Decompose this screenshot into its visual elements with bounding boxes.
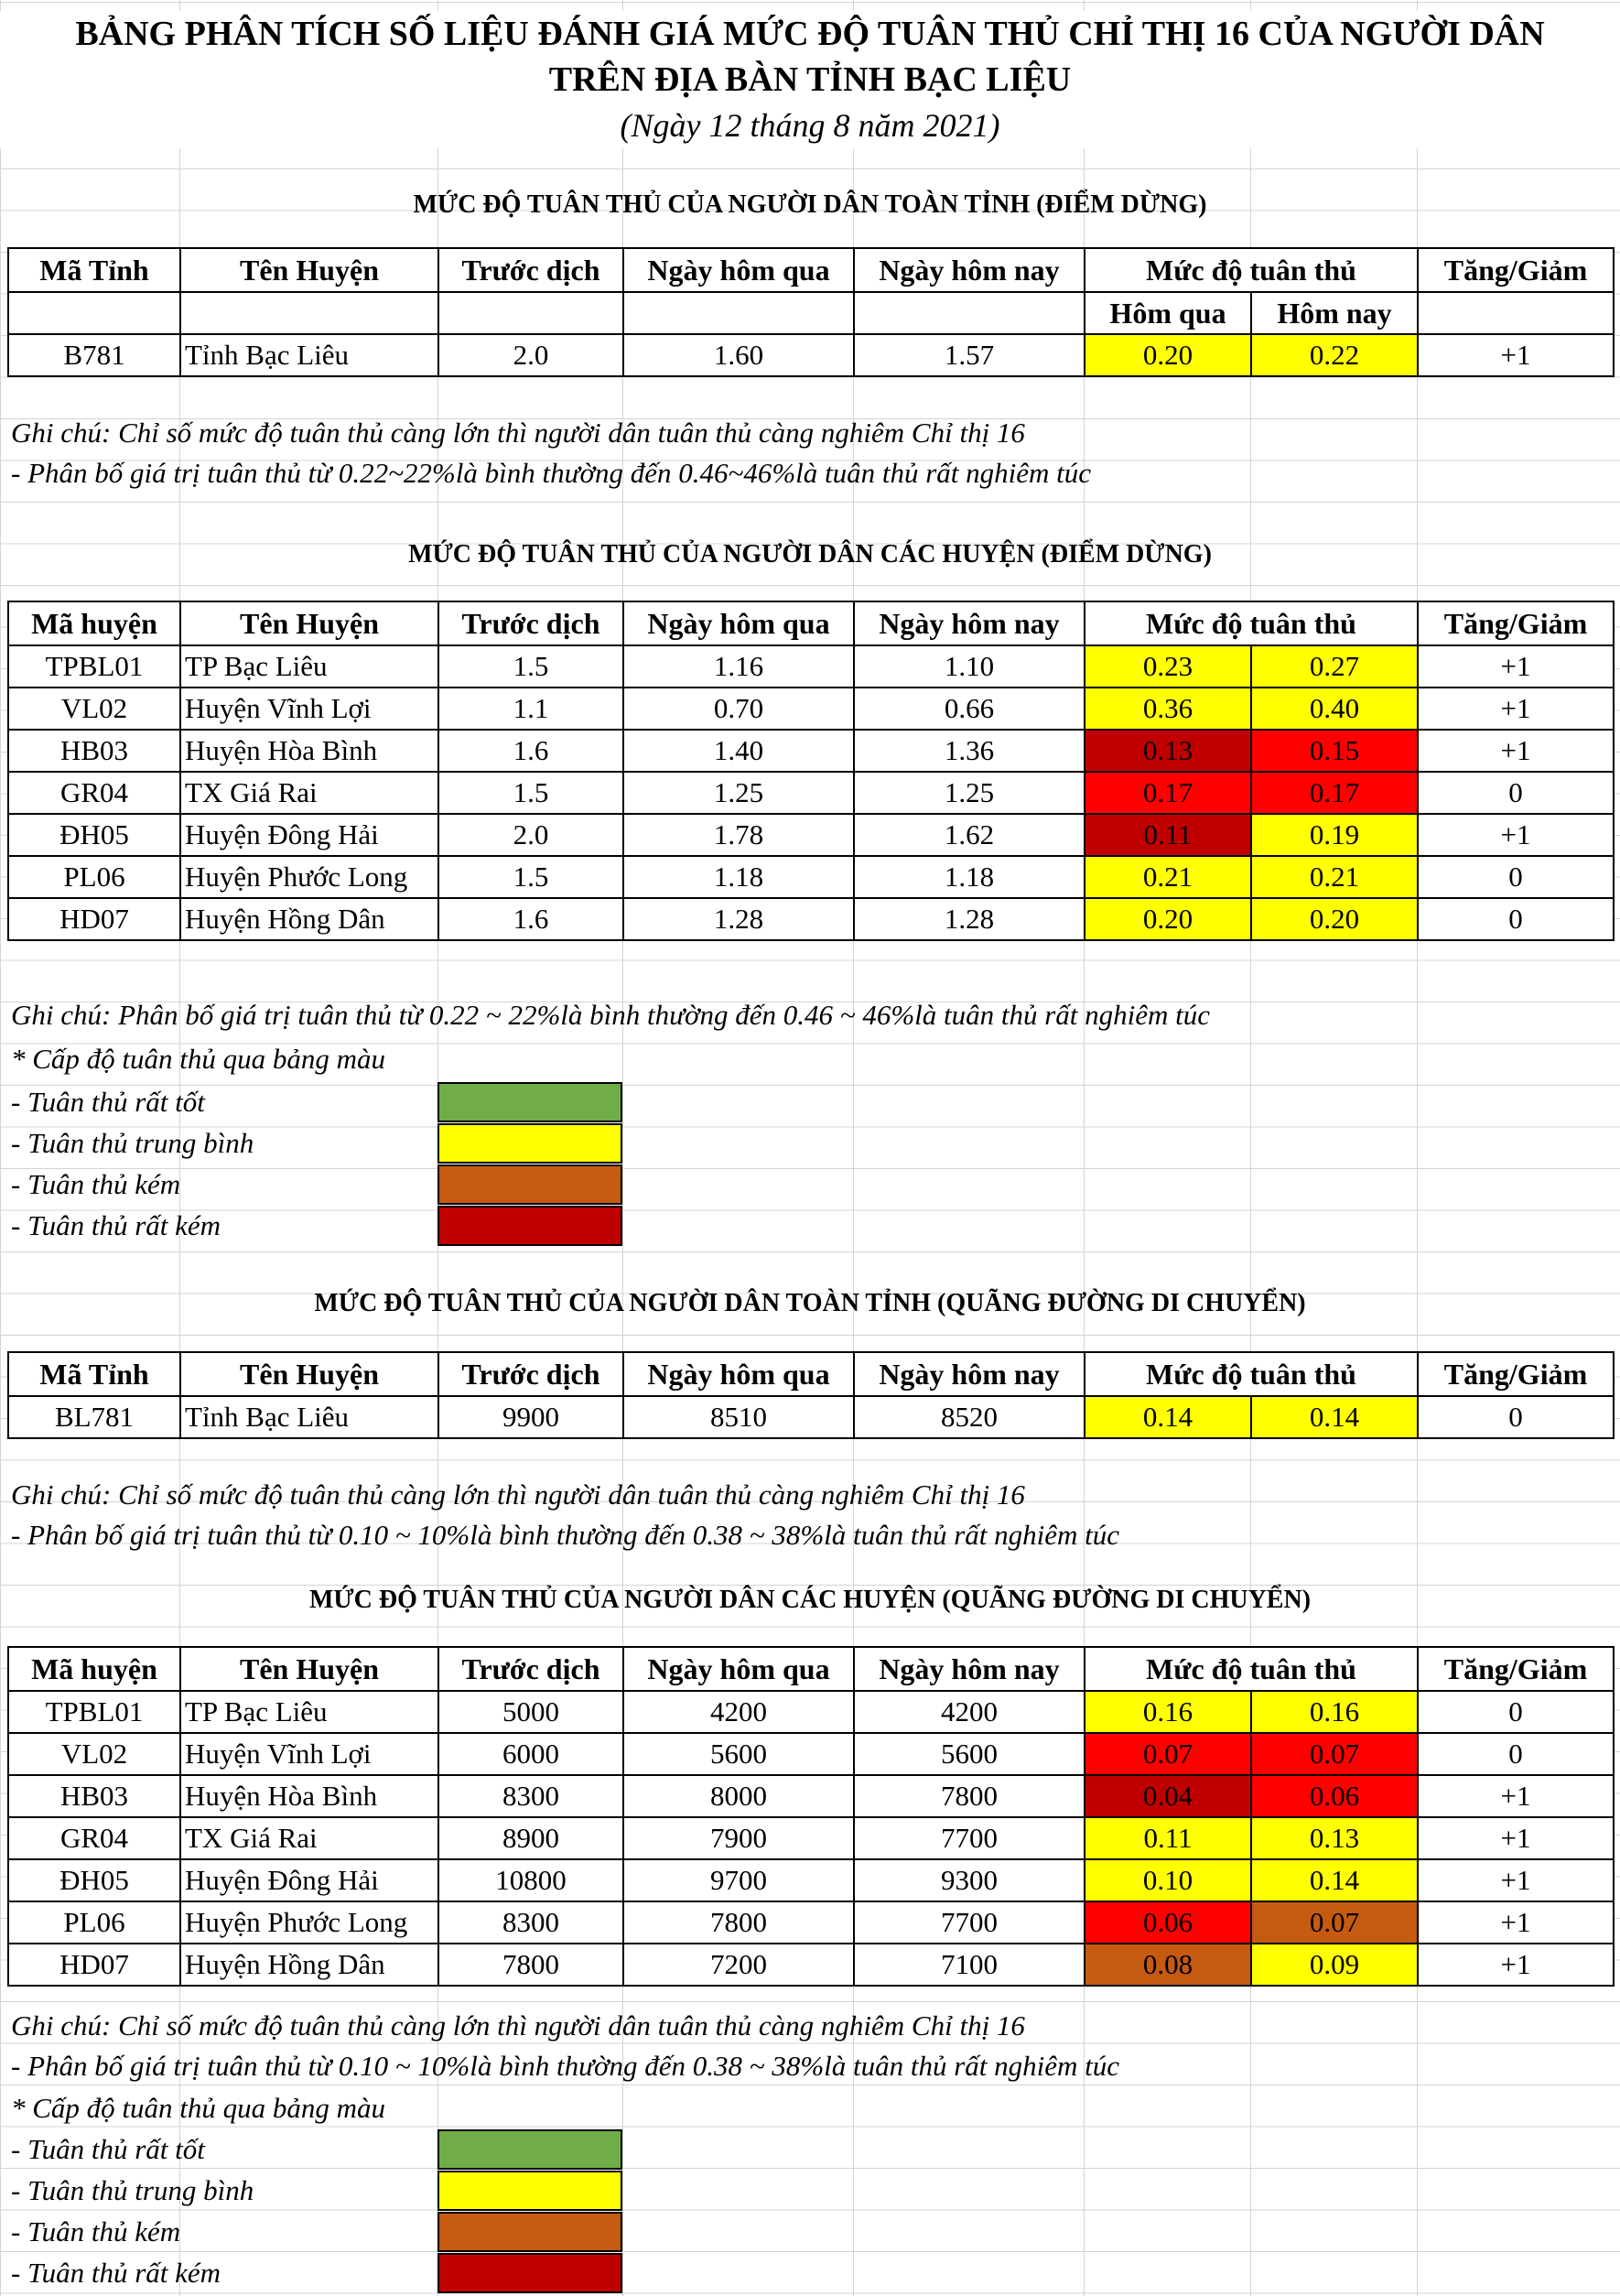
table-row xyxy=(8,814,1614,856)
cell-name: Huyện Hồng Dân xyxy=(180,1944,438,1986)
cell-name: Huyện Hòa Bình xyxy=(180,1775,438,1817)
cell-today: 8520 xyxy=(854,1396,1085,1438)
cell-code: PL06 xyxy=(8,1901,180,1944)
cell-compliance-yesterday: 0.21 xyxy=(1085,856,1251,898)
cell-compliance-yesterday: 0.10 xyxy=(1085,1859,1251,1901)
header-today: Ngày hôm nay xyxy=(854,601,1085,645)
legend-label: - Tuân thủ rất tốt xyxy=(11,2133,205,2165)
table-row xyxy=(8,645,1614,688)
section4-legend-title: * Cấp độ tuân thủ qua bảng màu xyxy=(11,2092,386,2124)
cell-change: 0 xyxy=(1418,772,1614,814)
cell-name: Huyện Hồng Dân xyxy=(180,898,438,940)
legend-label: - Tuân thủ rất kém xyxy=(11,2257,221,2289)
header-yesterday: Ngày hôm qua xyxy=(623,601,854,645)
header-before: Trước dịch xyxy=(438,1352,623,1396)
subheader-empty xyxy=(623,292,854,334)
legend-swatch-poor xyxy=(437,2212,622,2252)
table-row xyxy=(8,1733,1614,1775)
cell-code: ĐH05 xyxy=(8,1859,180,1901)
cell-compliance-today: 0.15 xyxy=(1251,730,1418,772)
cell-name: Tỉnh Bạc Liêu xyxy=(180,1396,438,1438)
header-before: Trước dịch xyxy=(438,601,623,645)
cell-change: +1 xyxy=(1418,1775,1614,1817)
header-compliance: Mức độ tuân thủ xyxy=(1085,1352,1418,1396)
legend-label: - Tuân thủ trung bình xyxy=(11,1127,254,1159)
section1-heading: MỨC ĐỘ TUÂN THỦ CỦA NGƯỜI DÂN TOÀN TỈNH (ĐIỂM DỪNG) xyxy=(413,190,1207,219)
header-today: Ngày hôm nay xyxy=(854,1647,1085,1691)
cell-yesterday: 7800 xyxy=(623,1901,854,1944)
cell-today: 1.28 xyxy=(854,898,1085,940)
cell-code: VL02 xyxy=(8,688,180,730)
subheader-empty xyxy=(1418,292,1614,334)
cell-before: 8300 xyxy=(438,1901,623,1944)
cell-code: PL06 xyxy=(8,856,180,898)
cell-code: HB03 xyxy=(8,1775,180,1817)
cell-yesterday: 0.70 xyxy=(623,688,854,730)
section4-heading: MỨC ĐỘ TUÂN THỦ CỦA NGƯỜI DÂN CÁC HUYỆN (QUÃNG ĐƯỜNG DI CHUYỂN) xyxy=(308,1586,1312,1614)
cell-yesterday: 1.78 xyxy=(623,814,854,856)
cell-before: 6000 xyxy=(438,1733,623,1775)
header-yesterday: Ngày hôm qua xyxy=(623,1352,854,1396)
cell-before: 1.1 xyxy=(438,688,623,730)
cell-name: TP Bạc Liêu xyxy=(180,1691,438,1733)
cell-compliance-yesterday: 0.20 xyxy=(1085,898,1251,940)
cell-change: 0 xyxy=(1418,898,1614,940)
cell-today: 1.25 xyxy=(854,772,1085,814)
cell-name: TX Giá Rai xyxy=(180,772,438,814)
cell-yesterday: 8510 xyxy=(623,1396,854,1438)
header-today: Ngày hôm nay xyxy=(854,248,1085,292)
cell-change: +1 xyxy=(1418,730,1614,772)
header-change: Tăng/Giảm xyxy=(1418,601,1614,645)
cell-name: Huyện Vĩnh Lợi xyxy=(180,688,438,730)
cell-change: +1 xyxy=(1418,1901,1614,1944)
cell-compliance-today: 0.21 xyxy=(1251,856,1418,898)
cell-compliance-today: 0.09 xyxy=(1251,1944,1418,1986)
header-change: Tăng/Giảm xyxy=(1418,248,1614,292)
cell-compliance-yesterday: 0.20 xyxy=(1085,334,1251,376)
cell-code: HD07 xyxy=(8,1944,180,1986)
header-name: Tên Huyện xyxy=(180,601,438,645)
cell-compliance-today: 0.40 xyxy=(1251,688,1418,730)
section4-table xyxy=(7,1646,1615,1987)
cell-compliance-today: 0.14 xyxy=(1251,1859,1418,1901)
header-code: Mã Tỉnh xyxy=(8,1352,180,1396)
cell-before: 2.0 xyxy=(438,334,623,376)
table-row xyxy=(8,1817,1614,1859)
cell-compliance-today: 0.17 xyxy=(1251,772,1418,814)
cell-code: HB03 xyxy=(8,730,180,772)
section1-note1: Ghi chú: Chỉ số mức độ tuân thủ càng lớn thì người dân tuân thủ càng nghiêm Chỉ thị 16 xyxy=(11,417,1025,449)
cell-change: +1 xyxy=(1418,814,1614,856)
section4-note1: Ghi chú: Chỉ số mức độ tuân thủ càng lớn thì người dân tuân thủ càng nghiêm Chỉ thị 16 xyxy=(11,2009,1025,2041)
legend-swatch-good xyxy=(437,1082,622,1122)
table-row xyxy=(8,898,1614,940)
report-title-line2: TRÊN ĐỊA BÀN TỈNH BẠC LIỆU xyxy=(0,57,1620,103)
cell-before: 10800 xyxy=(438,1859,623,1901)
cell-change: +1 xyxy=(1418,688,1614,730)
section2-heading: MỨC ĐỘ TUÂN THỦ CỦA NGƯỜI DÂN CÁC HUYỆN (ĐIỂM DỪNG) xyxy=(408,540,1212,569)
section2-note1: Ghi chú: Phân bố giá trị tuân thủ từ 0.22 ~ 22%là bình thường đến 0.46 ~ 46%là tuân thủ rất nghiêm túc xyxy=(11,999,1211,1031)
section1-table xyxy=(7,247,1615,377)
cell-today: 1.57 xyxy=(854,334,1085,376)
cell-today: 5600 xyxy=(854,1733,1085,1775)
header-compliance: Mức độ tuân thủ xyxy=(1085,248,1418,292)
table-row xyxy=(8,730,1614,772)
cell-before: 8300 xyxy=(438,1775,623,1817)
section4-rows xyxy=(8,1691,1614,1986)
cell-name: Huyện Phước Long xyxy=(180,1901,438,1944)
cell-compliance-yesterday: 0.13 xyxy=(1085,730,1251,772)
table-row xyxy=(8,1859,1614,1901)
cell-today: 0.66 xyxy=(854,688,1085,730)
cell-change: +1 xyxy=(1418,1817,1614,1859)
cell-compliance-yesterday: 0.11 xyxy=(1085,814,1251,856)
table-row xyxy=(8,1901,1614,1944)
cell-compliance-today: 0.13 xyxy=(1251,1817,1418,1859)
header-change: Tăng/Giảm xyxy=(1418,1647,1614,1691)
legend-label: - Tuân thủ rất kém xyxy=(11,1209,221,1241)
cell-before: 1.5 xyxy=(438,645,623,688)
cell-name: Huyện Đông Hải xyxy=(180,1859,438,1901)
cell-code: BL781 xyxy=(8,1396,180,1438)
subheader-today: Hôm nay xyxy=(1251,292,1418,334)
cell-compliance-yesterday: 0.16 xyxy=(1085,1691,1251,1733)
cell-change: 0 xyxy=(1418,856,1614,898)
cell-today: 7100 xyxy=(854,1944,1085,1986)
subheader-yesterday: Hôm qua xyxy=(1085,292,1251,334)
cell-before: 1.6 xyxy=(438,898,623,940)
report-date: (Ngày 12 tháng 8 năm 2021) xyxy=(0,103,1620,148)
header-code: Mã huyện xyxy=(8,1647,180,1691)
cell-name: TX Giá Rai xyxy=(180,1817,438,1859)
legend-swatch-bad xyxy=(437,2253,622,2293)
cell-compliance-today: 0.20 xyxy=(1251,898,1418,940)
cell-yesterday: 1.16 xyxy=(623,645,854,688)
table-header-row xyxy=(8,1352,1614,1396)
cell-compliance-today: 0.16 xyxy=(1251,1691,1418,1733)
cell-yesterday: 1.40 xyxy=(623,730,854,772)
cell-code: TPBL01 xyxy=(8,1691,180,1733)
legend-swatch-poor xyxy=(437,1164,622,1205)
section3-rows xyxy=(8,1396,1614,1438)
cell-name: Huyện Đông Hải xyxy=(180,814,438,856)
table-row xyxy=(8,772,1614,814)
cell-name: Tỉnh Bạc Liêu xyxy=(180,334,438,376)
table-header-row xyxy=(8,601,1614,645)
section2-rows xyxy=(8,645,1614,940)
legend-label: - Tuân thủ rất tốt xyxy=(11,1086,205,1118)
cell-name: Huyện Hòa Bình xyxy=(180,730,438,772)
cell-compliance-today: 0.22 xyxy=(1251,334,1418,376)
cell-compliance-today: 0.19 xyxy=(1251,814,1418,856)
legend-label: - Tuân thủ kém xyxy=(11,1168,181,1200)
table-header-row xyxy=(8,248,1614,292)
section2-table xyxy=(7,601,1615,941)
cell-compliance-yesterday: 0.17 xyxy=(1085,772,1251,814)
table-row xyxy=(8,856,1614,898)
cell-change: +1 xyxy=(1418,1944,1614,1986)
cell-today: 1.18 xyxy=(854,856,1085,898)
legend-swatch-avg xyxy=(437,2171,622,2211)
header-compliance: Mức độ tuân thủ xyxy=(1085,1647,1418,1691)
cell-yesterday: 7200 xyxy=(623,1944,854,1986)
table-header-row xyxy=(8,1647,1614,1691)
cell-before: 1.5 xyxy=(438,772,623,814)
cell-compliance-yesterday: 0.23 xyxy=(1085,645,1251,688)
cell-today: 7700 xyxy=(854,1817,1085,1859)
cell-compliance-today: 0.07 xyxy=(1251,1733,1418,1775)
table-row xyxy=(8,1396,1614,1438)
cell-code: GR04 xyxy=(8,1817,180,1859)
header-today: Ngày hôm nay xyxy=(854,1352,1085,1396)
subheader-empty xyxy=(180,292,438,334)
cell-before: 1.6 xyxy=(438,730,623,772)
header-yesterday: Ngày hôm qua xyxy=(623,248,854,292)
table-row xyxy=(8,688,1614,730)
cell-compliance-today: 0.27 xyxy=(1251,645,1418,688)
cell-yesterday: 5600 xyxy=(623,1733,854,1775)
cell-before: 2.0 xyxy=(438,814,623,856)
cell-code: GR04 xyxy=(8,772,180,814)
table-row xyxy=(8,1691,1614,1733)
cell-compliance-yesterday: 0.04 xyxy=(1085,1775,1251,1817)
section3-heading: MỨC ĐỘ TUÂN THỦ CỦA NGƯỜI DÂN TOÀN TỈNH (QUÃNG ĐƯỜNG DI CHUYỂN) xyxy=(314,1289,1306,1317)
cell-change: 0 xyxy=(1418,1733,1614,1775)
cell-before: 9900 xyxy=(438,1396,623,1438)
cell-yesterday: 7900 xyxy=(623,1817,854,1859)
legend-label: - Tuân thủ kém xyxy=(11,2215,181,2247)
cell-change: 0 xyxy=(1418,1396,1614,1438)
cell-code: VL02 xyxy=(8,1733,180,1775)
header-name: Tên Huyện xyxy=(180,1352,438,1396)
legend-swatch-bad xyxy=(437,1206,622,1246)
cell-name: Huyện Phước Long xyxy=(180,856,438,898)
section3-note1: Ghi chú: Chỉ số mức độ tuân thủ càng lớn thì người dân tuân thủ càng nghiêm Chỉ thị 16 xyxy=(11,1478,1025,1511)
section4-note2: - Phân bố giá trị tuân thủ từ 0.10 ~ 10%là bình thường đến 0.38 ~ 38%là tuân thủ rất nghiêm túc xyxy=(11,2050,1120,2082)
cell-today: 9300 xyxy=(854,1859,1085,1901)
section2-legend-title: * Cấp độ tuân thủ qua bảng màu xyxy=(11,1043,386,1075)
section1-note2: - Phân bố giá trị tuân thủ từ 0.22~22%là bình thường đến 0.46~46%là tuân thủ rất nghiêm túc xyxy=(11,457,1092,489)
header-before: Trước dịch xyxy=(438,1647,623,1691)
cell-compliance-today: 0.14 xyxy=(1251,1396,1418,1438)
cell-today: 1.36 xyxy=(854,730,1085,772)
cell-change: +1 xyxy=(1418,1859,1614,1901)
legend-swatch-good xyxy=(437,2129,622,2170)
header-yesterday: Ngày hôm qua xyxy=(623,1647,854,1691)
cell-before: 1.5 xyxy=(438,856,623,898)
cell-code: ĐH05 xyxy=(8,814,180,856)
cell-code: B781 xyxy=(8,334,180,376)
cell-yesterday: 1.28 xyxy=(623,898,854,940)
cell-compliance-yesterday: 0.08 xyxy=(1085,1944,1251,1986)
cell-today: 1.10 xyxy=(854,645,1085,688)
header-code: Mã Tỉnh xyxy=(8,248,180,292)
cell-yesterday: 1.60 xyxy=(623,334,854,376)
section3-note2: - Phân bố giá trị tuân thủ từ 0.10 ~ 10%là bình thường đến 0.38 ~ 38%là tuân thủ rất nghiêm túc xyxy=(11,1519,1120,1551)
cell-today: 7800 xyxy=(854,1775,1085,1817)
cell-yesterday: 1.25 xyxy=(623,772,854,814)
header-change: Tăng/Giảm xyxy=(1418,1352,1614,1396)
cell-compliance-today: 0.06 xyxy=(1251,1775,1418,1817)
table-row xyxy=(8,1775,1614,1817)
cell-before: 5000 xyxy=(438,1691,623,1733)
cell-today: 4200 xyxy=(854,1691,1085,1733)
legend-swatch-avg xyxy=(437,1123,622,1164)
cell-change: +1 xyxy=(1418,334,1614,376)
header-name: Tên Huyện xyxy=(180,248,438,292)
cell-today: 1.62 xyxy=(854,814,1085,856)
cell-code: HD07 xyxy=(8,898,180,940)
cell-name: TP Bạc Liêu xyxy=(180,645,438,688)
cell-yesterday: 8000 xyxy=(623,1775,854,1817)
cell-yesterday: 9700 xyxy=(623,1859,854,1901)
cell-change: 0 xyxy=(1418,1691,1614,1733)
cell-compliance-yesterday: 0.06 xyxy=(1085,1901,1251,1944)
cell-today: 7700 xyxy=(854,1901,1085,1944)
cell-yesterday: 4200 xyxy=(623,1691,854,1733)
cell-code: TPBL01 xyxy=(8,645,180,688)
subheader-empty xyxy=(438,292,623,334)
cell-name: Huyện Vĩnh Lợi xyxy=(180,1733,438,1775)
section3-table xyxy=(7,1351,1615,1439)
table-row xyxy=(8,334,1614,376)
cell-compliance-yesterday: 0.14 xyxy=(1085,1396,1251,1438)
cell-compliance-yesterday: 0.36 xyxy=(1085,688,1251,730)
cell-change: +1 xyxy=(1418,645,1614,688)
subheader-empty xyxy=(8,292,180,334)
subheader-empty xyxy=(854,292,1085,334)
cell-before: 7800 xyxy=(438,1944,623,1986)
cell-compliance-yesterday: 0.07 xyxy=(1085,1733,1251,1775)
cell-yesterday: 1.18 xyxy=(623,856,854,898)
legend-label: - Tuân thủ trung bình xyxy=(11,2174,254,2206)
report-title-line1: BẢNG PHÂN TÍCH SỐ LIỆU ĐÁNH GIÁ MỨC ĐỘ TUÂN THỦ CHỈ THỊ 16 CỦA NGƯỜI DÂN xyxy=(0,11,1620,57)
cell-before: 8900 xyxy=(438,1817,623,1859)
table-subheader-row xyxy=(8,292,1614,334)
header-before: Trước dịch xyxy=(438,248,623,292)
header-code: Mã huyện xyxy=(8,601,180,645)
section1-rows xyxy=(8,334,1614,376)
table-row xyxy=(8,1944,1614,1986)
cell-compliance-yesterday: 0.11 xyxy=(1085,1817,1251,1859)
header-name: Tên Huyện xyxy=(180,1647,438,1691)
cell-compliance-today: 0.07 xyxy=(1251,1901,1418,1944)
header-compliance: Mức độ tuân thủ xyxy=(1085,601,1418,645)
